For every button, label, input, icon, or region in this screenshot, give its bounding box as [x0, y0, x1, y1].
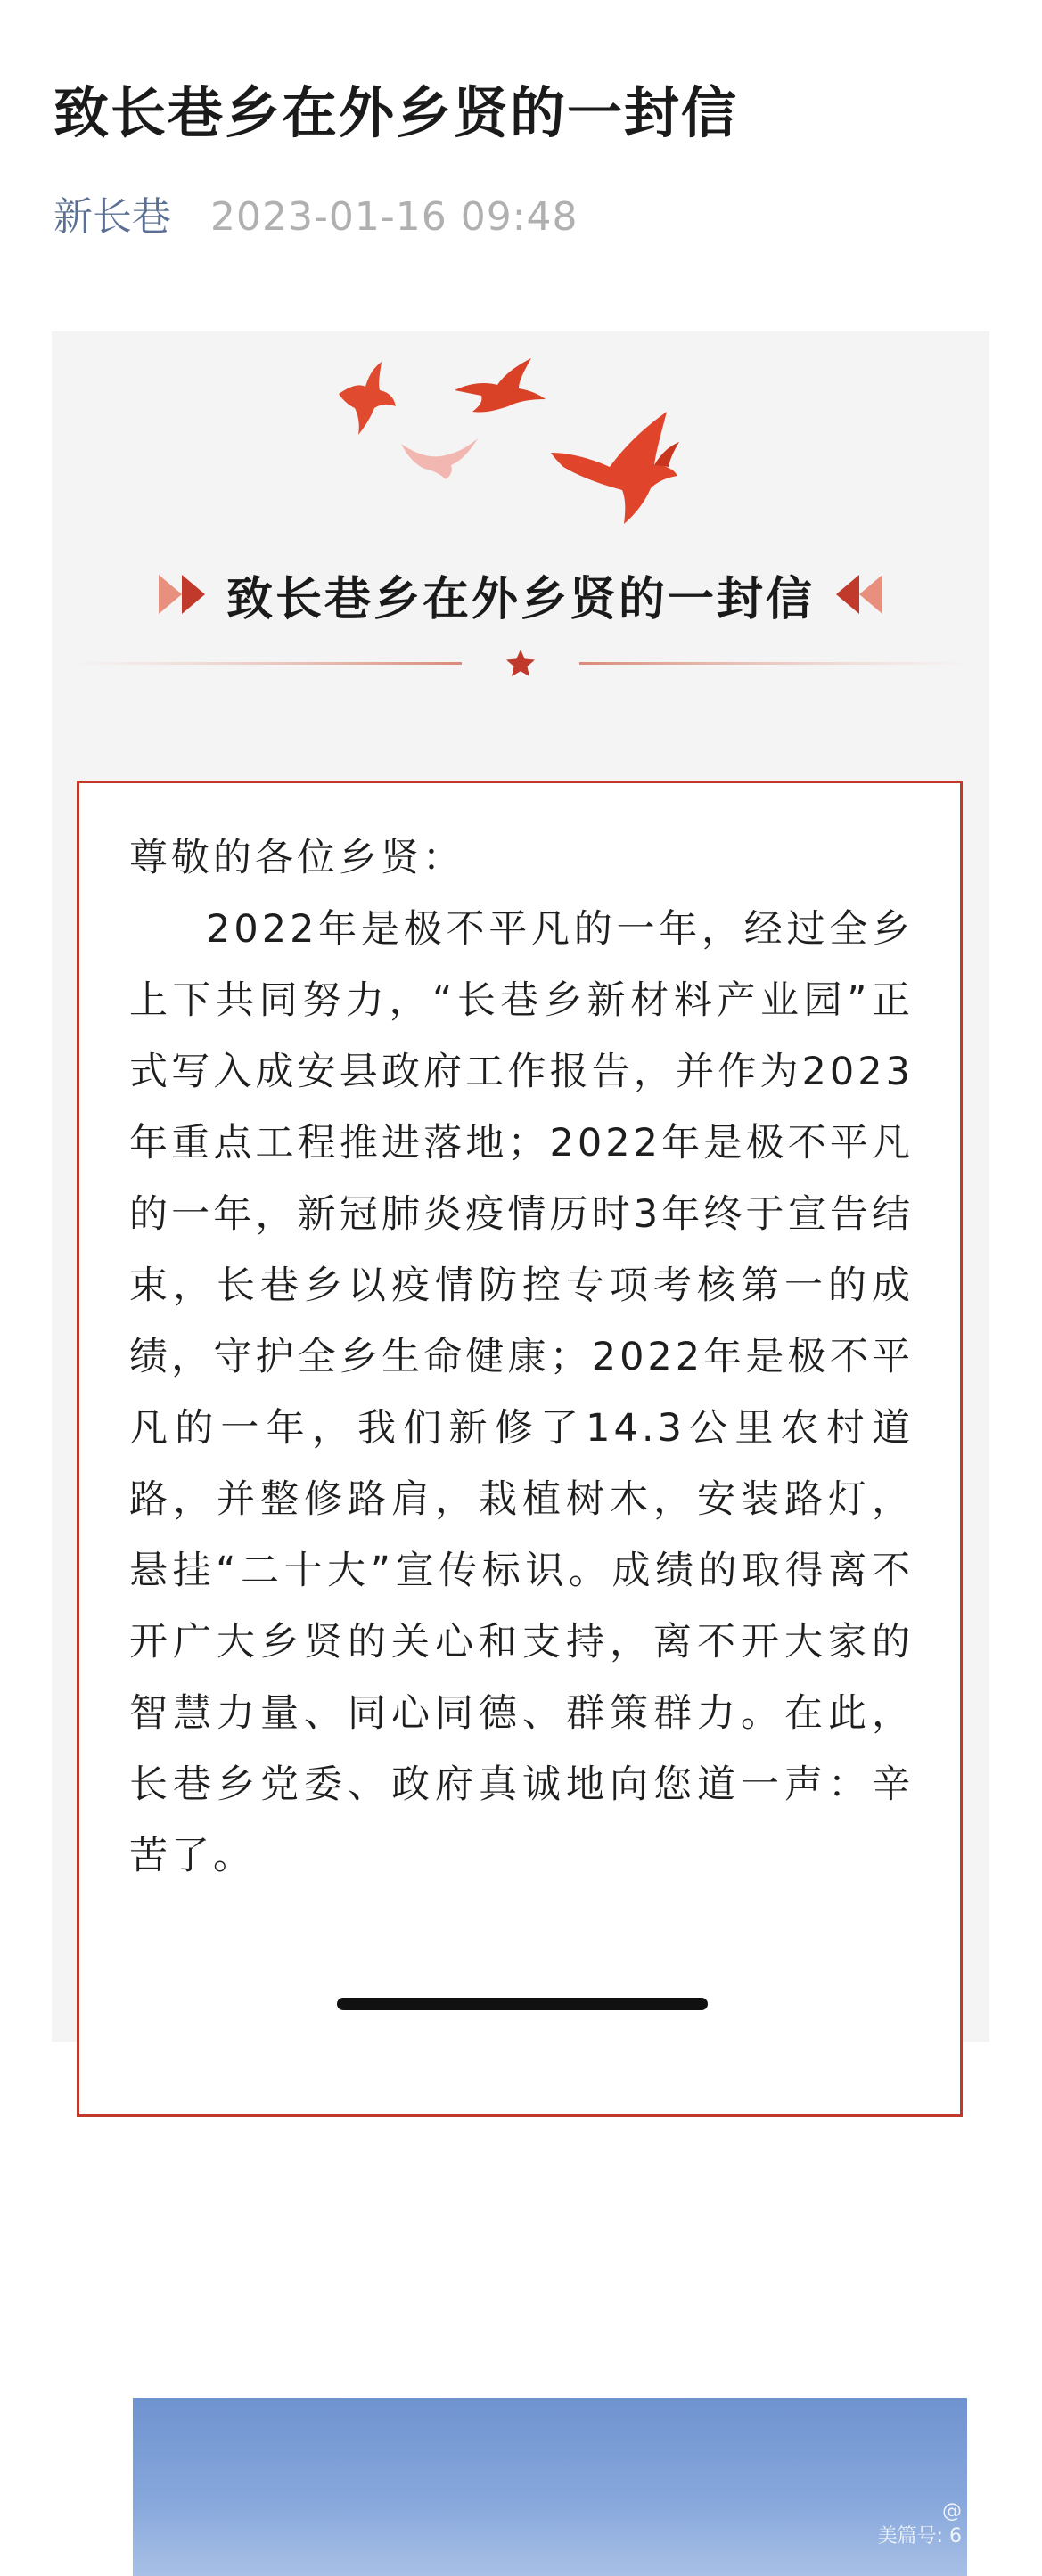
dove-icon	[339, 362, 396, 435]
watermark	[878, 2499, 962, 2549]
author-link[interactable]: 新长巷	[53, 194, 171, 240]
watermark-line-2: 美篇号: 6	[877, 2525, 962, 2547]
letter-text	[129, 822, 914, 1892]
publish-date: 2023-01-16 09:48	[210, 194, 578, 240]
star-icon	[506, 650, 535, 676]
banner-heading	[52, 554, 989, 634]
article-meta	[53, 191, 578, 244]
article-content	[52, 331, 989, 2547]
watermark-line-1: @	[942, 2500, 962, 2523]
triangle-arrow-icon	[824, 568, 886, 621]
dove-icon	[455, 358, 546, 413]
letter-body: 2022年是极不平凡的一年，经过全乡上下共同努力，“长巷乡新材料产业园”正式写入成安县政府工作报告，并作为2023年重点工程推进落地；2022年是极不平凡的一年，新冠肺炎疫情历时3年终于宣告结束，长巷乡以疫情防控专项考核第一的成绩，守护全乡生命健康；2022年是极不平凡的一年，我们新修了14.3公里农村道路，并整修路肩，栽植树木，安装路灯，悬挂“二十大”宣传标识。成绩的取得离不开广大乡贤的关心和支持，离不开大家的智慧力量、同心同德、群策群力。在此，长巷乡党委、政府真诚地向您道一声：辛苦了。	[129, 907, 914, 1878]
article-photo	[133, 2398, 967, 2576]
letter-frame	[77, 781, 963, 2547]
triangle-arrow-icon	[155, 568, 217, 621]
letter-salutation: 尊敬的各位乡贤：	[129, 836, 464, 880]
dove-icon	[401, 438, 478, 479]
banner-title: 致长巷乡在外乡贤的一封信	[226, 572, 815, 626]
dove-icon	[551, 412, 679, 524]
home-indicator[interactable]	[337, 1998, 708, 2010]
article-title: 致长巷乡在外乡贤的一封信	[53, 80, 739, 145]
birds-illustration	[52, 331, 989, 554]
star-divider	[52, 639, 989, 692]
